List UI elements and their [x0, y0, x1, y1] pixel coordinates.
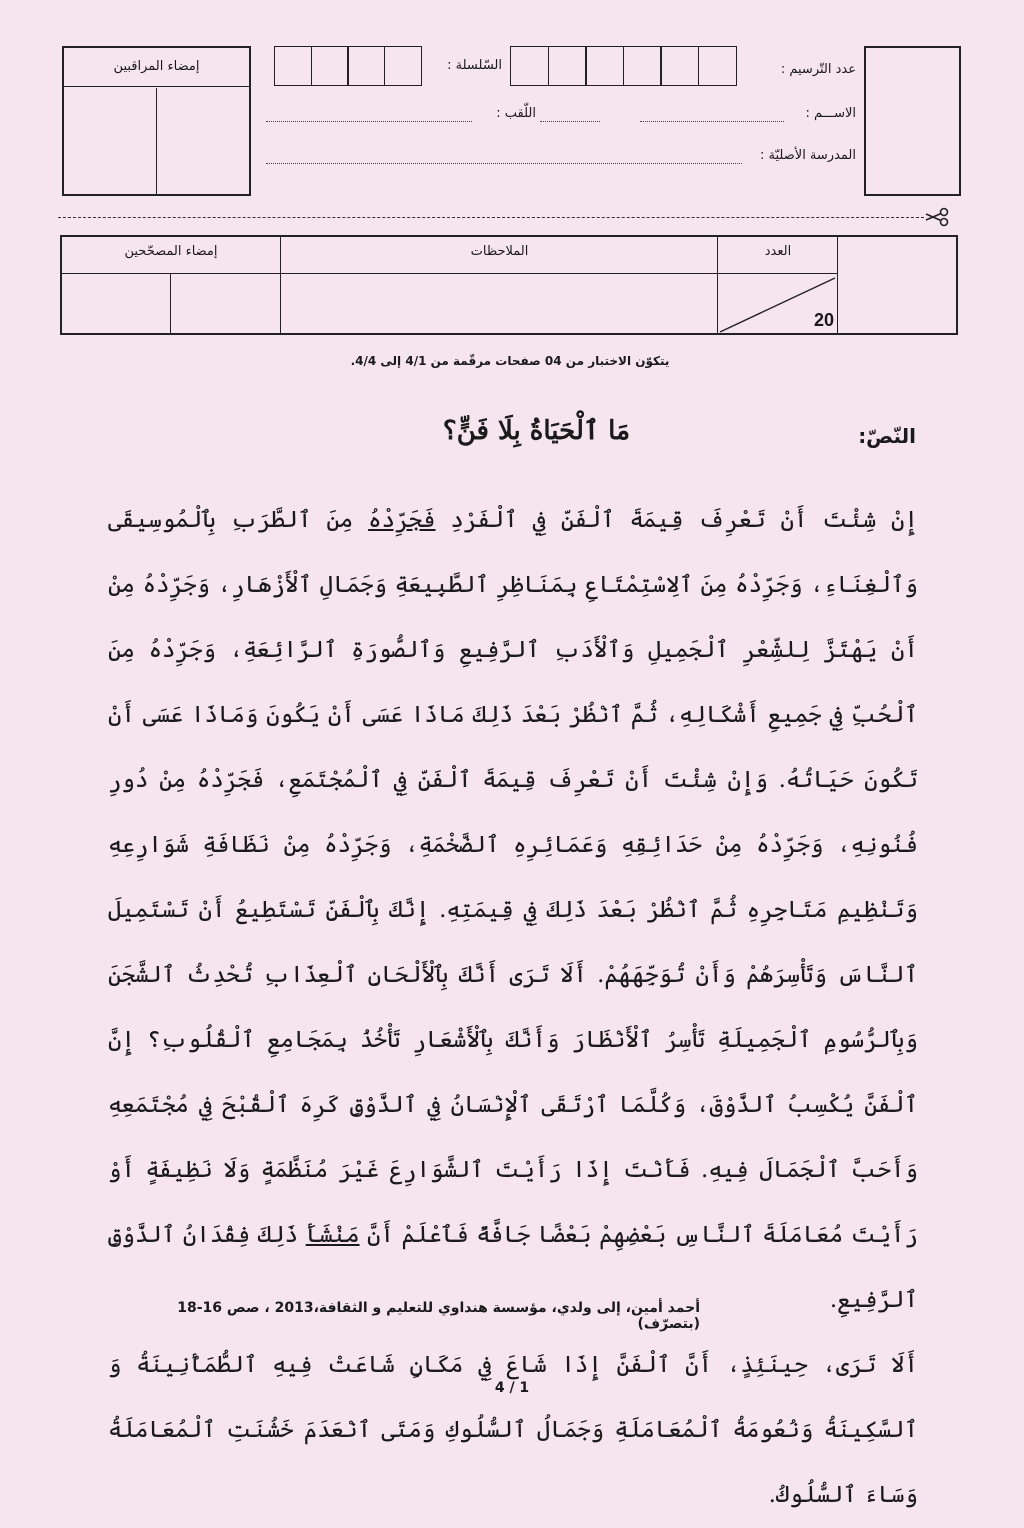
paragraph-1-end: ذَلِكَ فِقْدَانُ ٱلذَّوْقِ ٱلرَّفِيعِ.: [108, 1222, 918, 1313]
registration-box[interactable]: [548, 46, 587, 86]
supervisors-signature-label: إمضاء المراقبين: [64, 48, 249, 87]
supervisors-signature-divider: [156, 88, 157, 194]
paragraph-1-underlined: فَجَرِّدْهُ: [368, 507, 436, 533]
page-title: مَا ٱلْحَيَاةُ بِلَا فَنٍّ؟: [442, 416, 630, 446]
name-field[interactable]: [640, 121, 784, 122]
passage: [108, 488, 918, 1528]
series-boxes: [274, 46, 426, 86]
paragraph-1-start: إِنْ شِئْتَ أَنْ تَعْرِفَ قِيمَةَ ٱلْفَنِّ فِي ٱلْفَرْدِ: [435, 507, 918, 533]
surname-label: اللّقب :: [496, 106, 536, 121]
registration-box[interactable]: [660, 46, 699, 86]
series-box[interactable]: [311, 46, 349, 86]
correctors-signature-label: إمضاء المصحّحين: [124, 244, 218, 259]
cut-line: [58, 217, 924, 218]
page-info: يتكوّن الاختبار من 04 صفحات مرقّمة من 4/1 إلى 4/4.: [350, 354, 670, 368]
score-label: العدد: [764, 244, 792, 259]
registration-box[interactable]: [510, 46, 549, 86]
surname-field[interactable]: [266, 121, 472, 122]
registration-box[interactable]: [698, 46, 737, 86]
series-box[interactable]: [347, 46, 385, 86]
paragraph-1-underlined-2: مَنْشَأَ: [305, 1222, 360, 1248]
paragraph-1-body: مِنَ ٱلطَّرَبِ بِٱلْمُوسِيقَى وَٱلْغِنَاءِ، وَجَرِّدْهُ مِنَ ٱلِاسْتِمْتَاعِ بِمَنَاظِرِ ٱلطَّبِيعَةِ وَجَمَالِ ٱلْأَزْهَارِ، وَجَرِّدْهُ مِنْ أَنْ يَهْتَزَّ لِلشِّعْرِ ٱلْجَمِيلِ وَٱلْأَدَبِ ٱلرَّفِيعِ وَٱلصُّورَةِ ٱلرَّائِعَةِ، وَجَرِّدْهُ مِنَ ٱلْحُبِّ فِي جَمِيعِ أَشْكَالِهِ، ثُمَّ ٱنْظُرْ بَعْدَ ذَلِكَ مَاذَا عَسَى أَنْ يَكُونَ وَمَاذَا عَسَى أَنْ تَكُونَ حَيَاتُهُ. وَإِنْ شِئْتَ أَنْ تَعْرِفَ قِيمَةَ ٱلْفَنِّ فِي ٱلْمُجْتَمَعِ، فَجَرِّدْهُ مِنْ دُورِ فُنُونِهِ، وَجَرِّدْهُ مِنْ حَدَائِقِهِ وَعَمَائِرِهِ ٱلضَّخْمَةِ، وَجَرِّدْهُ مِنْ نَظَافَةِ شَوَارِعِهِ وَتَنْظِيمِ مَتَاجِرِهِ ثُمَّ ٱنْظُرْ بَعْدَ ذَلِكَ فِي قِيمَتِهِ. إِنَّكَ بِٱلْفَنِّ تَسْتَطِيعُ أَنْ تَسْتَمِيلَ ٱلنَّاسَ وَتَأْسِرَهُمْ وَأَنْ تُوَجِّهَهُمْ. أَلَا تَرَى أَنَّكَ بِٱلْأَلْحَانِ ٱلْعِذَابِ تُحْدِثُ ٱلشَّجَنَ وَبِٱلرُّسُومِ ٱلْجَمِيلَةِ تَأْسِرُ ٱلْأَنْظَارَ وَأَنَّكَ بِٱلْأَشْعَارِ تَأْخُذُ بِمَجَامِعِ ٱلْقُلُوبِ؟ إِنَّ ٱلْفَنَّ يُكْسِبُ ٱلذَّوْقَ، وَكُلَّمَا ٱرْتَقَى ٱلْإِنْسَانُ فِي ٱلذَّوْقِ كَرِهَ ٱلْقُبْحَ فِي مُجْتَمَعِهِ وَأَحَبَّ ٱلْجَمَالَ فِيهِ. فَأَنْتَ إِذَا رَأَيْتَ ٱلشَّوَارِعَ غَيْرَ مُنَظَّمَةٍ وَلَا نَظِيفَةٍ أَوْ رَأَيْتَ مُعَامَلَةَ ٱلنَّاسِ بَعْضِهِمْ بَعْضًا جَافَّةً فَٱعْلَمْ أَنَّ: [108, 507, 918, 1248]
paragraph-2: أَلَا تَرَى، حِينَئِذٍ، أَنَّ ٱلْفَنَّ إِذَا شَاعَ فِي مَكَانٍ شَاعَتْ فِيهِ ٱلطُّمَأْنِينَةُ وَ ٱلسَّكِينَةُ وَنُعُومَةُ ٱلْمُعَامَلَةِ وَجَمَالُ ٱلسُّلُوكِ وَمَتَى ٱنْعَدَمَ خَشُنَتِ ٱلْمُعَامَلَةُ وَسَاءَ ٱلسُّلُوكُ.: [108, 1352, 918, 1508]
grading-col-line: [280, 235, 281, 335]
grading-col-line: [837, 235, 838, 335]
school-label: المدرسة الأصليّة :: [760, 148, 856, 163]
school-field[interactable]: [266, 163, 742, 164]
text-label: النّصّ:: [858, 424, 916, 448]
notes-label: الملاحظات: [470, 244, 529, 259]
series-label: السّلسلة :: [447, 58, 502, 73]
series-box[interactable]: [274, 46, 312, 86]
paragraph-1: [108, 488, 918, 1333]
supervisors-signature-box: [62, 46, 251, 196]
name-label: الاســـم :: [805, 106, 856, 121]
registration-box[interactable]: [585, 46, 624, 86]
scissors-icon: [924, 204, 950, 230]
source-citation: أحمد أمين، إلى ولدي، مؤسسة هنداوي للتعليم و الثقافة،2013 ، صص 16-18 (بتصرّف): [177, 1300, 700, 1332]
photo-box: [864, 46, 961, 196]
page-number: 4 / 1: [494, 1380, 530, 1396]
registration-number-label: عدد التّرسيم :: [780, 62, 856, 77]
corrector-col-line: [170, 273, 171, 335]
surname-field-extra[interactable]: [540, 121, 600, 122]
registration-box[interactable]: [623, 46, 662, 86]
registration-boxes: [510, 46, 740, 86]
series-box[interactable]: [384, 46, 422, 86]
max-score: 20: [813, 310, 834, 330]
